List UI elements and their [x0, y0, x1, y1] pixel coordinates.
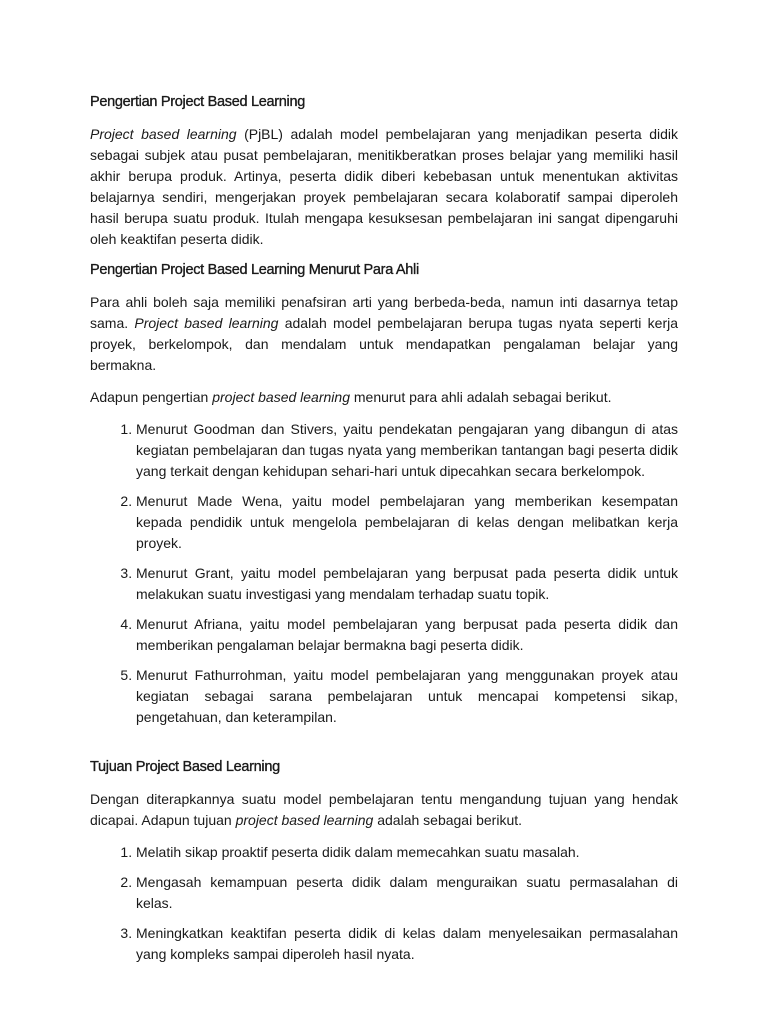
paragraph-text: Para ahli boleh saja memiliki penafsiran arti yang berbeda-beda, namun inti dasarnya tetap sama.	[90, 294, 678, 331]
expert-definitions-list	[90, 419, 678, 728]
italic-term: Project based learning	[90, 126, 237, 142]
paragraph-text: menurut para ahli adalah sebagai berikut.	[349, 389, 612, 405]
list-item: 1. Melatih sikap proaktif peserta didik dalam memecahkan suatu masalah.	[136, 842, 678, 863]
section-heading-pengertian: Pengertian Project Based Learning	[90, 94, 305, 110]
paragraph-para-ahli-intro	[90, 292, 678, 376]
paragraph-text: Dengan diterapkannya suatu model pembelajaran tentu mengandung tujuan yang hendak dicapai. Adapun tujuan	[90, 791, 678, 828]
italic-term: project based learning	[235, 812, 374, 828]
list-item: 4. Menurut Afriana, yaitu model pembelajaran yang berpusat pada peserta didik dan memberikan pengalaman belajar bermakna bagi peserta didik.	[136, 614, 678, 656]
section-heading-tujuan: Tujuan Project Based Learning	[90, 759, 280, 775]
paragraph-para-ahli-list-intro	[90, 387, 678, 408]
italic-term: project based learning	[212, 389, 350, 405]
list-item: 5. Menurut Fathurrohman, yaitu model pembelajaran yang menggunakan proyek atau kegiatan sebagai sarana pembelajaran untuk mencapai kompetensi sikap, pengetahuan, dan keterampilan.	[136, 665, 678, 728]
paragraph-text: adalah model pembelajaran berupa tugas nyata seperti kerja proyek, berkelompok, dan mendalam untuk mendapatkan pengalaman belajar yang bermakna.	[90, 315, 679, 373]
section-heading-para-ahli: Pengertian Project Based Learning Menurut Para Ahli	[90, 262, 419, 278]
paragraph-text: (PjBL) adalah model pembelajaran yang menjadikan peserta didik sebagai subjek atau pusat pembelajaran, menitikberatkan proses belajar yang memiliki hasil akhir berupa produk. Artinya, peserta didik diberi kebebasan untuk menentukan aktivitas belajarnya sendiri, mengerjakan proyek pembelajaran secara kolaboratif sampai diperoleh hasil berupa suatu produk. Itulah mengapa kesuksesan pembelajaran ini sangat dipengaruhi oleh keaktifan peserta didik.	[90, 126, 679, 247]
paragraph-tujuan-intro	[90, 789, 678, 831]
list-item: 1. Menurut Goodman dan Stivers, yaitu pendekatan pengajaran yang dibangun di atas kegiatan pembelajaran dan tugas nyata yang memberikan tantangan bagi peserta didik yang terkait dengan kehidupan sehari-hari untuk dipecahkan secara berkelompok.	[136, 419, 678, 482]
paragraph-pengertian	[90, 124, 678, 250]
italic-term: Project based learning	[134, 315, 279, 331]
list-item: 3. Menurut Grant, yaitu model pembelajaran yang berpusat pada peserta didik untuk melakukan suatu investigasi yang mendalam terhadap suatu topik.	[136, 563, 678, 605]
list-item: 2. Menurut Made Wena, yaitu model pembelajaran yang memberikan kesempatan kepada pendidik untuk mengelola pembelajaran di kelas dengan melibatkan kerja proyek.	[136, 491, 678, 554]
paragraph-text: Adapun pengertian	[90, 389, 213, 405]
paragraph-text: adalah sebagai berikut.	[373, 812, 523, 828]
goals-list	[90, 842, 678, 965]
list-item: 2. Mengasah kemampuan peserta didik dalam menguraikan suatu permasalahan di kelas.	[136, 872, 678, 914]
list-item: 3. Meningkatkan keaktifan peserta didik di kelas dalam menyelesaikan permasalahan yang kompleks sampai diperoleh hasil nyata.	[136, 923, 678, 965]
